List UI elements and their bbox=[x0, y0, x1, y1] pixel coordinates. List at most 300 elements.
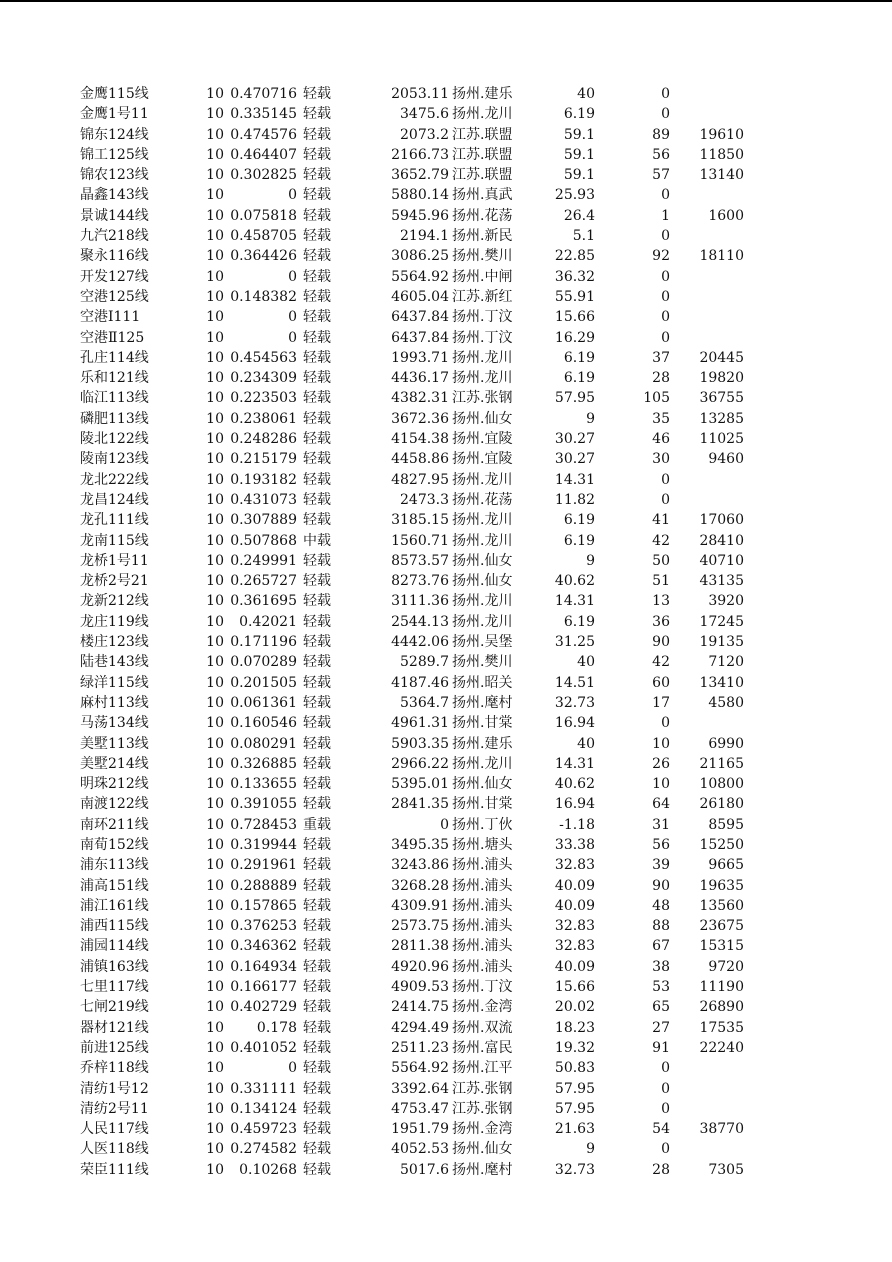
load-rate-cell: 0.238061 bbox=[230, 410, 297, 427]
table-row bbox=[0, 591, 892, 611]
capacity-cell: 5564.92 bbox=[391, 1060, 449, 1077]
table-row bbox=[0, 388, 892, 408]
load-status-cell: 轻载 bbox=[303, 126, 331, 143]
distance-cell: 6.19 bbox=[563, 512, 595, 529]
substation-cell: 扬州.仙女 bbox=[452, 410, 513, 427]
distance-cell: 36.32 bbox=[554, 268, 595, 285]
load-rate-cell: 0 bbox=[288, 1060, 297, 1077]
table-row bbox=[0, 531, 892, 551]
total-cell: 8595 bbox=[708, 816, 744, 833]
substation-cell: 扬州.丁汶 bbox=[452, 329, 513, 346]
distance-cell: 40 bbox=[577, 86, 595, 102]
load-rate-cell: 0.075818 bbox=[230, 207, 297, 224]
line-name-cell: 临江113线 bbox=[80, 390, 149, 407]
voltage-cell: 10 bbox=[206, 451, 224, 468]
load-rate-cell: 0.134124 bbox=[230, 1100, 297, 1117]
substation-cell: 扬州.金湾 bbox=[452, 999, 513, 1016]
voltage-cell: 10 bbox=[206, 532, 224, 549]
load-rate-cell: 0.248286 bbox=[230, 431, 297, 448]
capacity-cell: 3086.25 bbox=[391, 248, 449, 265]
page-top-border bbox=[0, 0, 892, 2]
count-cell: 38 bbox=[652, 958, 670, 975]
substation-cell: 扬州.花荡 bbox=[452, 207, 513, 224]
capacity-cell: 4458.86 bbox=[391, 451, 449, 468]
total-cell: 11025 bbox=[699, 431, 744, 448]
capacity-cell: 5945.96 bbox=[391, 207, 449, 224]
line-name-cell: 浦园114线 bbox=[80, 938, 149, 955]
total-cell: 4580 bbox=[708, 694, 744, 711]
distance-cell: 6.19 bbox=[563, 106, 595, 123]
substation-cell: 扬州.龙川 bbox=[452, 349, 513, 366]
substation-cell: 扬州.龙川 bbox=[452, 106, 513, 123]
voltage-cell: 10 bbox=[206, 634, 224, 651]
table-row bbox=[0, 125, 892, 145]
substation-cell: 扬州.浦头 bbox=[452, 958, 513, 975]
table-row bbox=[0, 734, 892, 754]
count-cell: 0 bbox=[661, 471, 670, 488]
load-status-cell: 轻载 bbox=[303, 491, 331, 508]
substation-cell: 扬州.龙川 bbox=[452, 755, 513, 772]
capacity-cell: 5903.35 bbox=[391, 735, 449, 752]
count-cell: 67 bbox=[652, 938, 670, 955]
total-cell: 19820 bbox=[699, 370, 744, 387]
load-status-cell: 轻载 bbox=[303, 593, 331, 610]
line-name-cell: 浦镇163线 bbox=[80, 958, 149, 975]
total-cell: 20445 bbox=[699, 349, 744, 366]
capacity-cell: 3111.36 bbox=[391, 593, 449, 610]
count-cell: 0 bbox=[661, 715, 670, 732]
capacity-cell: 2473.3 bbox=[400, 491, 449, 508]
substation-cell: 扬州.江平 bbox=[452, 1060, 513, 1077]
load-status-cell: 轻载 bbox=[303, 918, 331, 935]
line-name-cell: 楼庄123线 bbox=[80, 634, 149, 651]
substation-cell: 扬州.双流 bbox=[452, 1019, 513, 1036]
count-cell: 42 bbox=[652, 654, 670, 671]
capacity-cell: 2053.11 bbox=[391, 86, 449, 102]
distance-cell: 6.19 bbox=[563, 349, 595, 366]
load-rate-cell: 0.391055 bbox=[230, 796, 297, 813]
load-rate-cell: 0 bbox=[288, 187, 297, 204]
substation-cell: 扬州.新民 bbox=[452, 228, 513, 245]
capacity-cell: 2811.38 bbox=[391, 938, 449, 955]
distance-cell: 57.95 bbox=[554, 1080, 595, 1097]
total-cell: 23675 bbox=[699, 918, 744, 935]
count-cell: 28 bbox=[652, 370, 670, 387]
table-row bbox=[0, 815, 892, 835]
voltage-cell: 10 bbox=[206, 674, 224, 691]
substation-cell: 扬州.龙川 bbox=[452, 613, 513, 630]
capacity-cell: 2544.13 bbox=[391, 613, 449, 630]
substation-cell: 江苏.张钢 bbox=[452, 1080, 513, 1097]
count-cell: 56 bbox=[652, 146, 670, 163]
line-name-cell: 陵北122线 bbox=[80, 431, 149, 448]
total-cell: 28410 bbox=[699, 532, 744, 549]
load-status-cell: 轻载 bbox=[303, 167, 331, 184]
count-cell: 90 bbox=[652, 634, 670, 651]
substation-cell: 扬州.龙川 bbox=[452, 532, 513, 549]
voltage-cell: 10 bbox=[206, 248, 224, 265]
voltage-cell: 10 bbox=[206, 918, 224, 935]
line-name-cell: 锦工125线 bbox=[80, 146, 149, 163]
total-cell: 43135 bbox=[699, 573, 744, 590]
substation-cell: 江苏.新红 bbox=[452, 288, 513, 305]
line-name-cell: 磷肥113线 bbox=[80, 410, 149, 427]
voltage-cell: 10 bbox=[206, 836, 224, 853]
load-rate-cell: 0.454563 bbox=[230, 349, 297, 366]
distance-cell: 30.27 bbox=[554, 451, 595, 468]
line-name-cell: 龙新212线 bbox=[80, 593, 149, 610]
distance-cell: 32.83 bbox=[554, 938, 595, 955]
voltage-cell: 10 bbox=[206, 187, 224, 204]
substation-cell: 江苏.张钢 bbox=[452, 1100, 513, 1117]
table-row bbox=[0, 1058, 892, 1078]
count-cell: 90 bbox=[652, 877, 670, 894]
substation-cell: 扬州.龙川 bbox=[452, 593, 513, 610]
line-name-cell: 龙南115线 bbox=[80, 532, 149, 549]
load-status-cell: 轻载 bbox=[303, 1060, 331, 1077]
load-status-cell: 轻载 bbox=[303, 228, 331, 245]
distance-cell: 30.27 bbox=[554, 431, 595, 448]
capacity-cell: 3495.35 bbox=[391, 836, 449, 853]
voltage-cell: 10 bbox=[206, 958, 224, 975]
total-cell: 13560 bbox=[699, 897, 744, 914]
total-cell: 17535 bbox=[699, 1019, 744, 1036]
substation-cell: 扬州.龙川 bbox=[452, 471, 513, 488]
voltage-cell: 10 bbox=[206, 1080, 224, 1097]
substation-cell: 扬州.花荡 bbox=[452, 491, 513, 508]
line-name-cell: 龙昌124线 bbox=[80, 491, 149, 508]
load-status-cell: 中载 bbox=[303, 532, 331, 549]
total-cell: 13140 bbox=[699, 167, 744, 184]
voltage-cell: 10 bbox=[206, 126, 224, 143]
load-rate-cell: 0.361695 bbox=[230, 593, 297, 610]
line-name-cell: 空港Ⅱ125 bbox=[80, 329, 145, 346]
load-status-cell: 轻载 bbox=[303, 1161, 331, 1178]
count-cell: 0 bbox=[661, 309, 670, 326]
total-cell: 11850 bbox=[699, 146, 744, 163]
substation-cell: 扬州.丁伙 bbox=[452, 816, 513, 833]
table-row bbox=[0, 652, 892, 672]
voltage-cell: 10 bbox=[206, 938, 224, 955]
capacity-cell: 2573.75 bbox=[391, 918, 449, 935]
table-row bbox=[0, 673, 892, 693]
capacity-cell: 4442.06 bbox=[391, 634, 449, 651]
load-status-cell: 轻载 bbox=[303, 431, 331, 448]
load-status-cell: 轻载 bbox=[303, 938, 331, 955]
distance-cell: 22.85 bbox=[554, 248, 595, 265]
total-cell: 9720 bbox=[708, 958, 744, 975]
count-cell: 91 bbox=[652, 1039, 670, 1056]
substation-cell: 扬州.仙女 bbox=[452, 573, 513, 590]
total-cell: 1600 bbox=[708, 207, 744, 224]
table-row bbox=[0, 794, 892, 814]
total-cell: 3920 bbox=[708, 593, 744, 610]
distance-cell: 9 bbox=[586, 410, 595, 427]
capacity-cell: 6437.84 bbox=[391, 329, 449, 346]
load-status-cell: 轻载 bbox=[303, 796, 331, 813]
voltage-cell: 10 bbox=[206, 1039, 224, 1056]
voltage-cell: 10 bbox=[206, 410, 224, 427]
line-name-cell: 开发127线 bbox=[80, 268, 149, 285]
count-cell: 0 bbox=[661, 228, 670, 245]
load-rate-cell: 0.265727 bbox=[230, 573, 297, 590]
load-rate-cell: 0.402729 bbox=[230, 999, 297, 1016]
line-name-cell: 绿洋115线 bbox=[80, 674, 149, 691]
table-row bbox=[0, 246, 892, 266]
line-name-cell: 孔庄114线 bbox=[80, 349, 149, 366]
capacity-cell: 3652.79 bbox=[391, 167, 449, 184]
substation-cell: 扬州.浦头 bbox=[452, 918, 513, 935]
table-row bbox=[0, 165, 892, 185]
count-cell: 88 bbox=[652, 918, 670, 935]
table-row bbox=[0, 571, 892, 591]
load-status-cell: 轻载 bbox=[303, 836, 331, 853]
load-rate-cell: 0.364426 bbox=[230, 248, 297, 265]
total-cell: 10800 bbox=[699, 776, 744, 793]
table-row bbox=[0, 206, 892, 226]
substation-cell: 扬州.仙女 bbox=[452, 776, 513, 793]
load-status-cell: 轻载 bbox=[303, 106, 331, 123]
distance-cell: 57.95 bbox=[554, 1100, 595, 1117]
load-rate-cell: 0.464407 bbox=[230, 146, 297, 163]
capacity-cell: 5564.92 bbox=[391, 268, 449, 285]
table-row bbox=[0, 997, 892, 1017]
table-row bbox=[0, 754, 892, 774]
table-row bbox=[0, 632, 892, 652]
table-row bbox=[0, 551, 892, 571]
capacity-cell: 3475.6 bbox=[400, 106, 449, 123]
voltage-cell: 10 bbox=[206, 167, 224, 184]
capacity-cell: 4605.04 bbox=[391, 288, 449, 305]
load-rate-cell: 0 bbox=[288, 329, 297, 346]
capacity-cell: 4309.91 bbox=[391, 897, 449, 914]
load-status-cell: 轻载 bbox=[303, 471, 331, 488]
distance-cell: 9 bbox=[586, 552, 595, 569]
load-status-cell: 轻载 bbox=[303, 187, 331, 204]
capacity-cell: 8273.76 bbox=[391, 573, 449, 590]
count-cell: 31 bbox=[652, 816, 670, 833]
load-rate-cell: 0.307889 bbox=[230, 512, 297, 529]
load-status-cell: 轻载 bbox=[303, 735, 331, 752]
data-table bbox=[0, 84, 892, 1180]
capacity-cell: 5880.14 bbox=[391, 187, 449, 204]
count-cell: 13 bbox=[652, 593, 670, 610]
line-name-cell: 陆巷143线 bbox=[80, 654, 149, 671]
total-cell: 22240 bbox=[699, 1039, 744, 1056]
load-rate-cell: 0.080291 bbox=[230, 735, 297, 752]
voltage-cell: 10 bbox=[206, 877, 224, 894]
load-rate-cell: 0.215179 bbox=[230, 451, 297, 468]
count-cell: 0 bbox=[661, 86, 670, 102]
distance-cell: 31.25 bbox=[554, 634, 595, 651]
count-cell: 89 bbox=[652, 126, 670, 143]
distance-cell: 59.1 bbox=[563, 146, 595, 163]
load-status-cell: 轻载 bbox=[303, 999, 331, 1016]
voltage-cell: 10 bbox=[206, 1121, 224, 1138]
total-cell: 26890 bbox=[699, 999, 744, 1016]
count-cell: 37 bbox=[652, 349, 670, 366]
table-row bbox=[0, 876, 892, 896]
capacity-cell: 1951.79 bbox=[391, 1121, 449, 1138]
table-row bbox=[0, 348, 892, 368]
table-row bbox=[0, 896, 892, 916]
substation-cell: 扬州.丁汶 bbox=[452, 309, 513, 326]
voltage-cell: 10 bbox=[206, 146, 224, 163]
total-cell: 13410 bbox=[699, 674, 744, 691]
count-cell: 0 bbox=[661, 288, 670, 305]
load-rate-cell: 0.431073 bbox=[230, 491, 297, 508]
table-row bbox=[0, 612, 892, 632]
line-name-cell: 锦东124线 bbox=[80, 126, 149, 143]
distance-cell: 16.94 bbox=[554, 796, 595, 813]
load-status-cell: 轻载 bbox=[303, 370, 331, 387]
distance-cell: 40.62 bbox=[554, 776, 595, 793]
load-status-cell: 轻载 bbox=[303, 390, 331, 407]
line-name-cell: 晶鑫143线 bbox=[80, 187, 149, 204]
table-row bbox=[0, 185, 892, 205]
count-cell: 35 bbox=[652, 410, 670, 427]
voltage-cell: 10 bbox=[206, 471, 224, 488]
distance-cell: -1.18 bbox=[559, 816, 595, 833]
count-cell: 27 bbox=[652, 1019, 670, 1036]
table-row bbox=[0, 1160, 892, 1180]
line-name-cell: 景诚144线 bbox=[80, 207, 149, 224]
load-status-cell: 轻载 bbox=[303, 573, 331, 590]
load-rate-cell: 0.346362 bbox=[230, 938, 297, 955]
load-status-cell: 轻载 bbox=[303, 1080, 331, 1097]
count-cell: 56 bbox=[652, 836, 670, 853]
capacity-cell: 2194.1 bbox=[400, 228, 449, 245]
line-name-cell: 金鹰115线 bbox=[80, 86, 149, 102]
line-name-cell: 人民117线 bbox=[80, 1121, 149, 1138]
load-rate-cell: 0.470716 bbox=[230, 86, 297, 102]
total-cell: 18110 bbox=[699, 248, 744, 265]
count-cell: 0 bbox=[661, 1100, 670, 1117]
voltage-cell: 10 bbox=[206, 370, 224, 387]
count-cell: 50 bbox=[652, 552, 670, 569]
voltage-cell: 10 bbox=[206, 207, 224, 224]
total-cell: 21165 bbox=[699, 755, 744, 772]
count-cell: 51 bbox=[652, 573, 670, 590]
substation-cell: 扬州.建乐 bbox=[452, 735, 513, 752]
voltage-cell: 10 bbox=[206, 1100, 224, 1117]
line-name-cell: 龙北222线 bbox=[80, 471, 149, 488]
capacity-cell: 5395.01 bbox=[391, 776, 449, 793]
load-status-cell: 轻载 bbox=[303, 146, 331, 163]
table-row bbox=[0, 693, 892, 713]
voltage-cell: 10 bbox=[206, 309, 224, 326]
table-row bbox=[0, 145, 892, 165]
table-row bbox=[0, 1038, 892, 1058]
voltage-cell: 10 bbox=[206, 228, 224, 245]
substation-cell: 扬州.樊川 bbox=[452, 248, 513, 265]
load-status-cell: 轻载 bbox=[303, 248, 331, 265]
load-status-cell: 轻载 bbox=[303, 654, 331, 671]
line-name-cell: 龙庄119线 bbox=[80, 613, 149, 630]
capacity-cell: 4154.38 bbox=[391, 431, 449, 448]
line-name-cell: 陵南123线 bbox=[80, 451, 149, 468]
line-name-cell: 清纺1号12 bbox=[80, 1080, 149, 1097]
distance-cell: 9 bbox=[586, 1141, 595, 1158]
table-row bbox=[0, 490, 892, 510]
table-row bbox=[0, 936, 892, 956]
distance-cell: 15.66 bbox=[554, 979, 595, 996]
substation-cell: 扬州.龙川 bbox=[452, 512, 513, 529]
line-name-cell: 九汽218线 bbox=[80, 228, 149, 245]
voltage-cell: 10 bbox=[206, 288, 224, 305]
substation-cell: 扬州.仙女 bbox=[452, 552, 513, 569]
substation-cell: 扬州.金湾 bbox=[452, 1121, 513, 1138]
line-name-cell: 马荡134线 bbox=[80, 715, 149, 732]
count-cell: 0 bbox=[661, 329, 670, 346]
load-status-cell: 轻载 bbox=[303, 512, 331, 529]
voltage-cell: 10 bbox=[206, 755, 224, 772]
load-status-cell: 轻载 bbox=[303, 288, 331, 305]
count-cell: 0 bbox=[661, 1080, 670, 1097]
load-status-cell: 轻载 bbox=[303, 451, 331, 468]
count-cell: 60 bbox=[652, 674, 670, 691]
substation-cell: 扬州.建乐 bbox=[452, 86, 513, 102]
line-name-cell: 空港Ⅰ111 bbox=[80, 309, 141, 326]
distance-cell: 40.62 bbox=[554, 573, 595, 590]
count-cell: 28 bbox=[652, 1161, 670, 1178]
load-status-cell: 轻载 bbox=[303, 1121, 331, 1138]
table-row bbox=[0, 916, 892, 936]
load-rate-cell: 0.223503 bbox=[230, 390, 297, 407]
substation-cell: 扬州.浦头 bbox=[452, 897, 513, 914]
count-cell: 48 bbox=[652, 897, 670, 914]
line-name-cell: 明珠212线 bbox=[80, 776, 149, 793]
substation-cell: 扬州.麾村 bbox=[452, 694, 513, 711]
total-cell: 19610 bbox=[699, 126, 744, 143]
line-name-cell: 美墅113线 bbox=[80, 735, 149, 752]
load-status-cell: 轻载 bbox=[303, 613, 331, 630]
line-name-cell: 龙孔111线 bbox=[80, 512, 149, 529]
load-status-cell: 轻载 bbox=[303, 857, 331, 874]
distance-cell: 33.38 bbox=[554, 836, 595, 853]
total-cell: 38770 bbox=[699, 1121, 744, 1138]
distance-cell: 6.19 bbox=[563, 370, 595, 387]
line-name-cell: 龙桥1号11 bbox=[80, 552, 149, 569]
distance-cell: 25.93 bbox=[554, 187, 595, 204]
voltage-cell: 10 bbox=[206, 268, 224, 285]
count-cell: 92 bbox=[652, 248, 670, 265]
substation-cell: 江苏.联盟 bbox=[452, 167, 513, 184]
line-name-cell: 美墅214线 bbox=[80, 755, 149, 772]
table-row bbox=[0, 449, 892, 469]
load-status-cell: 轻载 bbox=[303, 634, 331, 651]
distance-cell: 40.09 bbox=[554, 958, 595, 975]
count-cell: 0 bbox=[661, 106, 670, 123]
distance-cell: 32.83 bbox=[554, 918, 595, 935]
load-status-cell: 轻载 bbox=[303, 897, 331, 914]
load-rate-cell: 0.164934 bbox=[230, 958, 297, 975]
table-row bbox=[0, 835, 892, 855]
count-cell: 10 bbox=[652, 776, 670, 793]
capacity-cell: 2966.22 bbox=[391, 755, 449, 772]
table-row bbox=[0, 287, 892, 307]
table-row bbox=[0, 470, 892, 490]
load-rate-cell: 0.728453 bbox=[230, 816, 297, 833]
load-status-cell: 轻载 bbox=[303, 309, 331, 326]
voltage-cell: 10 bbox=[206, 1060, 224, 1077]
voltage-cell: 10 bbox=[206, 573, 224, 590]
capacity-cell: 3392.64 bbox=[391, 1080, 449, 1097]
load-rate-cell: 0.302825 bbox=[230, 167, 297, 184]
line-name-cell: 南渡122线 bbox=[80, 796, 149, 813]
distance-cell: 14.51 bbox=[554, 674, 595, 691]
table-row bbox=[0, 226, 892, 246]
